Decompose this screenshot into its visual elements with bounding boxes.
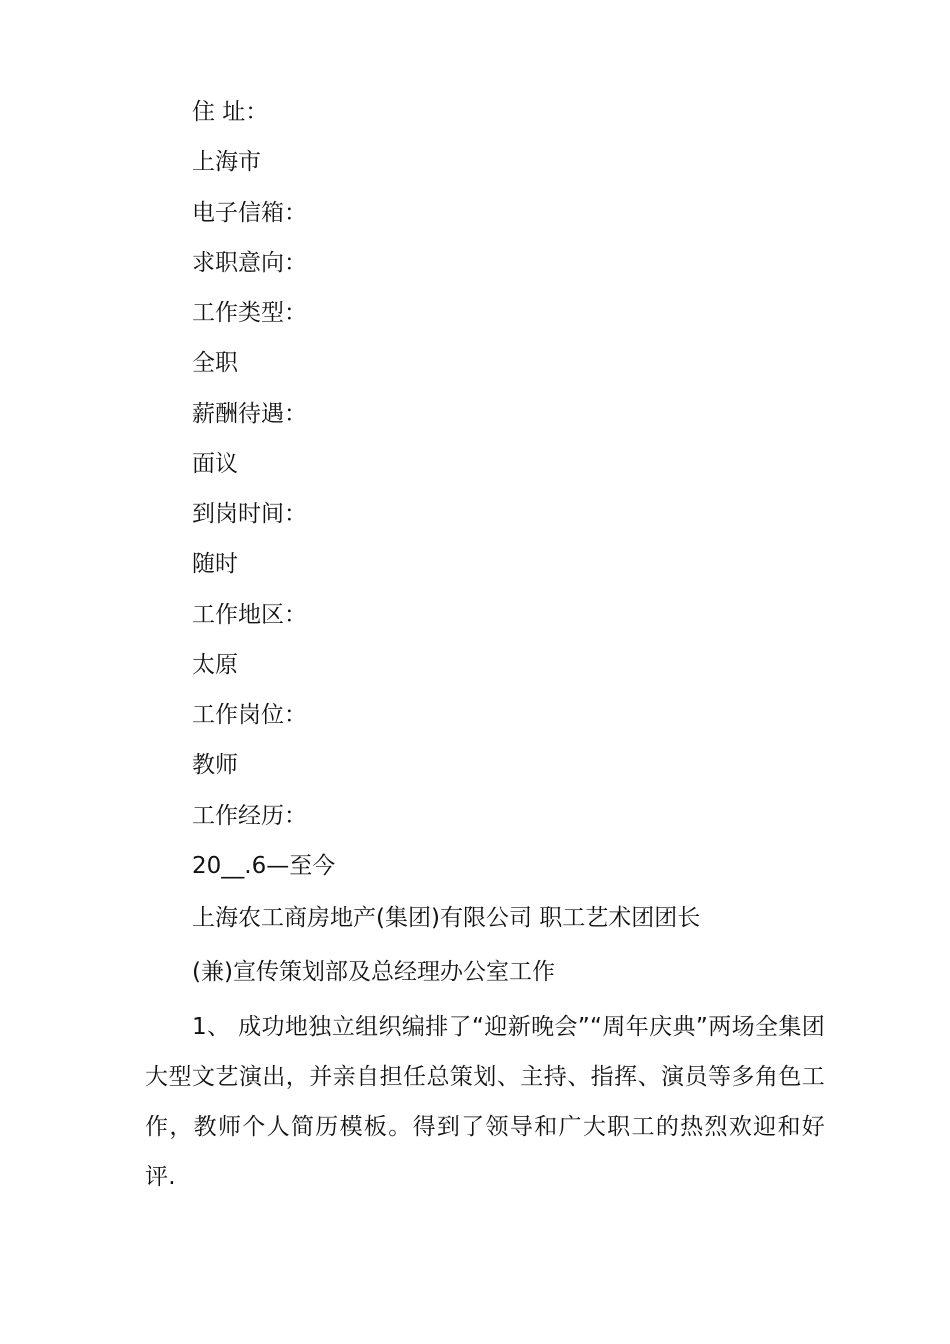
start-time-label: 到岗时间： (192, 501, 307, 527)
email-label: 电子信箱： (192, 200, 307, 226)
address-label: 住 址： (192, 99, 269, 125)
experience-period: 20__.6—至今 (192, 853, 336, 879)
start-time-value: 随时 (192, 551, 238, 577)
experience-paragraph: 1、 成功地独立组织编排了“迎新晚会”“周年庆典”两场全集团大型文艺演出，并亲自担任总策划、主持、指挥、演员等多角色工作，教师个人简历模板。得到了领导和广大职工的热烈欢迎和好评. (145, 1014, 825, 1190)
salary-value: 面议 (192, 451, 238, 477)
work-experience-label: 工作经历： (192, 803, 307, 829)
experience-company: 上海农工商房地产(集团)有限公司 职工艺术团团长 (192, 905, 701, 931)
experience-role: (兼)宣传策划部及总经理办公室工作 (192, 959, 555, 985)
work-area-label: 工作地区： (192, 602, 307, 628)
position-value: 教师 (192, 752, 238, 778)
job-type-label: 工作类型： (192, 300, 307, 326)
job-type-value: 全职 (192, 350, 238, 376)
job-intention-label: 求职意向： (192, 250, 307, 276)
work-area-value: 太原 (192, 652, 238, 678)
address-value: 上海市 (192, 149, 261, 175)
position-label: 工作岗位： (192, 702, 307, 728)
salary-label: 薪酬待遇： (192, 401, 307, 427)
